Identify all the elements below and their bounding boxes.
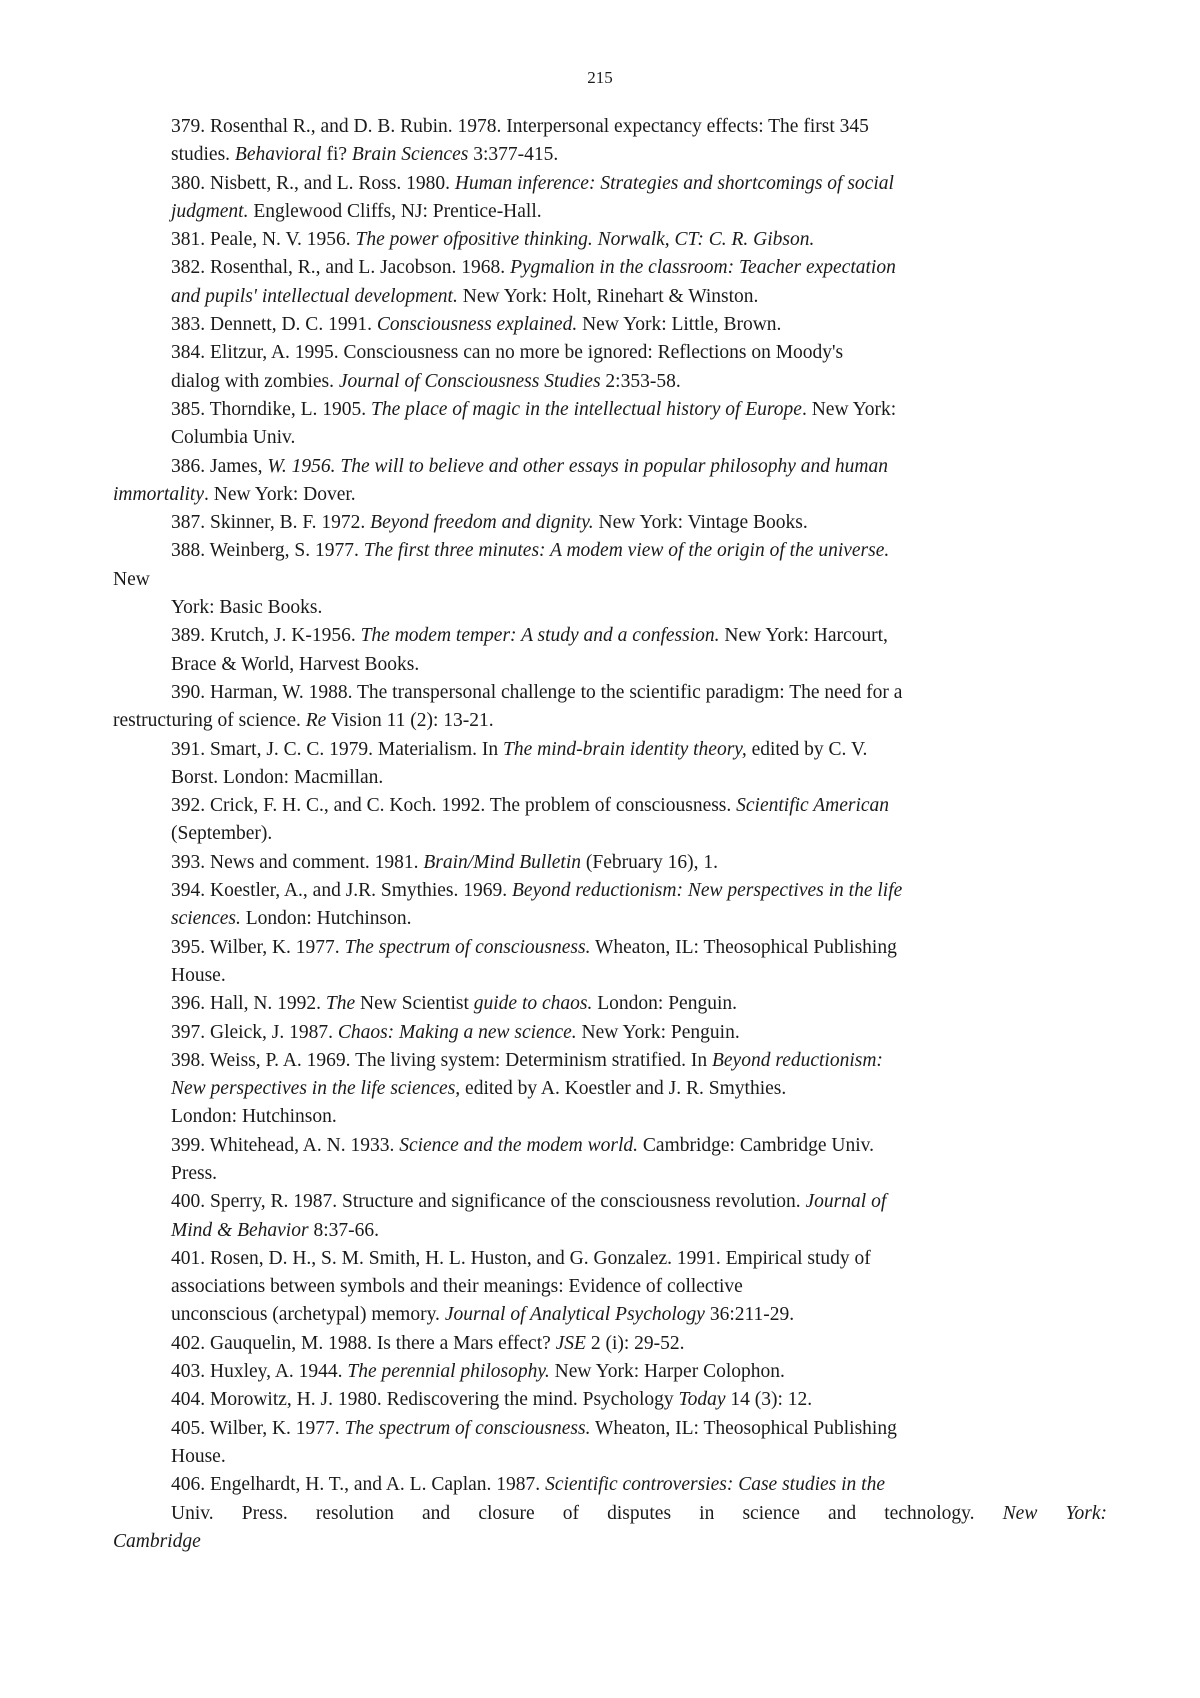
text-segment: 14 (3): 12.	[725, 1389, 813, 1411]
text-segment: York: Basic Books.	[171, 597, 323, 619]
reference-line	[0, 1386, 1200, 1414]
text-segment: London: Hutchinson.	[240, 908, 412, 930]
text-segment: New York: Harcourt,	[719, 625, 888, 647]
text-segment: edited by C. V.	[746, 738, 868, 760]
italic-text: Scientific American	[736, 795, 890, 817]
italic-text: Journal of Consciousness Studies	[338, 370, 601, 392]
reference-line	[0, 537, 1200, 565]
text-segment: 384. Elitzur, A. 1995. Consciousness can no more be ignored: Reflections on Moody's	[171, 342, 844, 364]
text-segment: Wheaton, IL: Theosophical Publishing	[590, 936, 897, 958]
italic-text: JSE	[555, 1332, 586, 1354]
text-segment: 395. Wilber, K. 1977.	[171, 936, 345, 958]
text-segment: (September).	[171, 823, 273, 845]
italic-text: Beyond reductionism:	[711, 1049, 883, 1071]
text-segment: 399. Whitehead, A. N. 1933.	[171, 1134, 400, 1156]
text-segment: 379. Rosenthal R., and D. B. Rubin. 1978. Interpersonal expectancy effects: The first 345	[171, 116, 869, 137]
reference-line	[0, 792, 1200, 820]
text-segment: New York: Vintage Books.	[593, 512, 808, 534]
text-segment: 386. James,	[171, 455, 268, 477]
italic-text: The	[325, 993, 356, 1015]
text-segment: 394. Koestler, A., and J.R. Smythies. 1969.	[171, 880, 513, 902]
text-segment: New York: Penguin.	[576, 1021, 740, 1043]
reference-line	[0, 594, 1200, 622]
text-segment: edited by A. Koestler and J. R. Smythies.	[460, 1078, 787, 1100]
italic-text: New York:	[1002, 1502, 1107, 1524]
text-segment: 405. Wilber, K. 1977.	[171, 1417, 345, 1439]
text-segment: studies.	[171, 144, 235, 166]
text-segment: 380. Nisbett, R., and L. Ross. 1980.	[171, 172, 455, 194]
reference-line	[0, 283, 1200, 311]
italic-text: Pygmalion in the classroom: Teacher expectation	[510, 257, 896, 279]
reference-line	[0, 113, 1200, 141]
text-segment: restructuring of science.	[113, 710, 306, 732]
italic-text: sciences.	[171, 908, 241, 930]
italic-text: Behavioral	[234, 144, 322, 166]
reference-line	[0, 764, 1200, 792]
reference-line	[0, 424, 1200, 452]
text-segment: London: Penguin.	[592, 993, 737, 1015]
text-segment: 388. Weinberg, S. 1977.	[171, 540, 364, 562]
italic-text: The power ofpositive thinking. Norwalk, CT: C. R. Gibson.	[355, 229, 815, 251]
reference-line	[0, 1047, 1200, 1075]
reference-line	[0, 1188, 1200, 1216]
reference-line	[0, 170, 1200, 198]
reference-line	[0, 1217, 1200, 1245]
reference-line	[0, 509, 1200, 537]
italic-text: Beyond freedom and dignity.	[370, 512, 594, 534]
reference-line	[0, 368, 1200, 396]
reference-line	[0, 481, 1200, 509]
reference-line	[0, 254, 1200, 282]
italic-text: The modem temper: A study and a confession.	[360, 625, 720, 647]
text-segment: Columbia Univ.	[171, 427, 296, 449]
text-segment: New York: Holt, Rinehart & Winston.	[457, 285, 759, 307]
reference-line	[0, 990, 1200, 1018]
italic-text: The perennial philosophy.	[347, 1361, 550, 1383]
italic-text: Brain Sciences	[351, 144, 469, 166]
text-segment: New York: Little, Brown.	[577, 314, 782, 336]
italic-text: The spectrum of consciousness.	[344, 936, 591, 958]
text-segment: 396. Hall, N. 1992.	[171, 993, 326, 1015]
text-segment: unconscious (archetypal) memory.	[171, 1304, 445, 1326]
italic-text: Today	[678, 1389, 726, 1411]
text-segment: Wheaton, IL: Theosophical Publishing	[590, 1417, 897, 1439]
italic-text: New perspectives in the life sciences,	[171, 1078, 461, 1100]
text-segment: London: Hutchinson.	[171, 1106, 337, 1128]
italic-text: judgment.	[171, 200, 249, 222]
text-segment: 402. Gauquelin, M. 1988. Is there a Mars effect?	[171, 1332, 556, 1354]
italic-text: Mind & Behavior	[171, 1219, 309, 1241]
italic-text: Brain/Mind Bulletin	[423, 851, 581, 873]
text-segment: 391. Smart, J. C. C. 1979. Materialism. In	[171, 738, 504, 760]
reference-line	[0, 622, 1200, 650]
text-segment: Cambridge: Cambridge Univ.	[638, 1134, 874, 1156]
reference-line	[0, 877, 1200, 905]
text-segment: New	[113, 568, 150, 590]
text-segment: (February 16), 1.	[581, 851, 719, 873]
reference-line	[0, 141, 1200, 169]
reference-line	[0, 1019, 1200, 1047]
italic-text: Beyond reductionism: New perspectives in the life	[512, 880, 903, 902]
italic-text: The mind-brain identity theory,	[503, 738, 747, 760]
reference-line	[0, 1245, 1200, 1273]
text-segment: . New York:	[801, 398, 897, 420]
reference-line	[0, 1273, 1200, 1301]
reference-list	[0, 113, 1200, 1556]
page-number: 215	[587, 68, 613, 87]
italic-text: Human inference: Strategies and shortcomings of social	[454, 172, 894, 194]
italic-text: W. 1956. The will to believe and other essays in popular philosophy and human	[267, 455, 888, 477]
italic-text: Science and the modem world.	[399, 1134, 639, 1156]
italic-text: guide to chaos.	[473, 993, 593, 1015]
reference-line	[0, 1471, 1200, 1499]
text-segment: 36:211-29.	[704, 1304, 795, 1326]
reference-line	[0, 1301, 1200, 1329]
text-segment: House.	[171, 964, 226, 986]
text-segment: New York: Harper Colophon.	[549, 1361, 785, 1383]
reference-line	[0, 198, 1200, 226]
text-segment: Vision 11 (2): 13-21.	[326, 710, 494, 732]
text-segment: 393. News and comment. 1981.	[171, 851, 424, 873]
italic-text: Chaos: Making a new science.	[337, 1021, 577, 1043]
reference-line	[0, 736, 1200, 764]
text-segment: 403. Huxley, A. 1944.	[171, 1361, 348, 1383]
reference-line	[0, 849, 1200, 877]
italic-text: Scientific controversies: Case studies in the	[545, 1474, 885, 1496]
text-segment: 3:377-415.	[468, 144, 559, 166]
text-segment: 381. Peale, N. V. 1956.	[171, 229, 356, 251]
text-segment: 392. Crick, F. H. C., and C. Koch. 1992. The problem of consciousness.	[171, 795, 737, 817]
text-segment: 382. Rosenthal, R., and L. Jacobson. 1968.	[171, 257, 511, 279]
reference-line	[0, 679, 1200, 707]
italic-text: The spectrum of consciousness.	[344, 1417, 591, 1439]
reference-line	[0, 453, 1200, 481]
italic-text: Consciousness explained.	[376, 314, 578, 336]
text-segment: Borst. London: Macmillan.	[171, 766, 384, 788]
italic-text: Re	[305, 710, 327, 732]
text-segment: Englewood Cliffs, NJ: Prentice-Hall.	[248, 200, 542, 222]
italic-text: The place of magic in the intellectual history of Europe	[371, 398, 802, 420]
reference-line	[0, 311, 1200, 339]
reference-line	[0, 1330, 1200, 1358]
text-segment: 398. Weiss, P. A. 1969. The living system: Determinism stratified. In	[171, 1049, 712, 1071]
text-segment: House.	[171, 1445, 226, 1467]
text-segment: 2 (i): 29-52.	[585, 1332, 685, 1354]
reference-line	[0, 1528, 1200, 1556]
text-segment: fi?	[321, 144, 352, 166]
text-segment: 387. Skinner, B. F. 1972.	[171, 512, 371, 534]
italic-text: immortality	[113, 483, 204, 505]
text-segment: dialog with zombies.	[171, 370, 339, 392]
reference-line	[0, 1075, 1200, 1103]
reference-line	[0, 566, 1200, 594]
text-segment: 406. Engelhardt, H. T., and A. L. Caplan. 1987.	[171, 1474, 546, 1496]
reference-line	[0, 1415, 1200, 1443]
reference-line	[0, 339, 1200, 367]
text-segment: 397. Gleick, J. 1987.	[171, 1021, 338, 1043]
text-segment: 383. Dennett, D. C. 1991.	[171, 314, 377, 336]
reference-line	[0, 1500, 1200, 1528]
reference-line	[0, 1160, 1200, 1188]
text-segment: 8:37-66.	[308, 1219, 379, 1241]
text-segment: 401. Rosen, D. H., S. M. Smith, H. L. Huston, and G. Gonzalez. 1991. Empirical study of	[171, 1247, 871, 1269]
reference-line	[0, 1132, 1200, 1160]
text-segment: Brace & World, Harvest Books.	[171, 653, 420, 675]
reference-line	[0, 905, 1200, 933]
text-segment: 2:353-58.	[600, 370, 681, 392]
italic-text: Cambridge	[113, 1530, 201, 1552]
reference-line	[0, 1103, 1200, 1131]
text-segment: Press.	[171, 1162, 218, 1184]
text-segment: 389. Krutch, J. K-1956.	[171, 625, 361, 647]
text-segment: 385. Thorndike, L. 1905.	[171, 398, 372, 420]
italic-text: Journal of	[805, 1191, 887, 1213]
text-segment: New Scientist	[355, 993, 474, 1015]
reference-line	[0, 962, 1200, 990]
text-segment: . New York: Dover.	[204, 483, 356, 505]
reference-line	[0, 1443, 1200, 1471]
reference-line	[0, 934, 1200, 962]
reference-line	[0, 651, 1200, 679]
text-segment: associations between symbols and their meanings: Evidence of collective	[171, 1276, 743, 1298]
reference-line	[0, 226, 1200, 254]
text-segment: 400. Sperry, R. 1987. Structure and significance of the consciousness revolution.	[171, 1191, 806, 1213]
reference-line	[0, 820, 1200, 848]
reference-line	[0, 1358, 1200, 1386]
italic-text: The first three minutes: A modem view of the origin of the universe.	[363, 540, 890, 562]
text-segment: 404. Morowitz, H. J. 1980. Rediscovering the mind. Psychology	[171, 1389, 679, 1411]
text-segment: 390. Harman, W. 1988. The transpersonal challenge to the scientific paradigm: The need for a	[171, 681, 903, 703]
text-segment: Univ. Press. resolution and closure of disputes in science and technology.	[171, 1502, 1003, 1524]
italic-text: Journal of Analytical Psychology	[444, 1304, 705, 1326]
italic-text: and pupils' intellectual development.	[171, 285, 458, 307]
reference-line	[0, 396, 1200, 424]
reference-line	[0, 707, 1200, 735]
